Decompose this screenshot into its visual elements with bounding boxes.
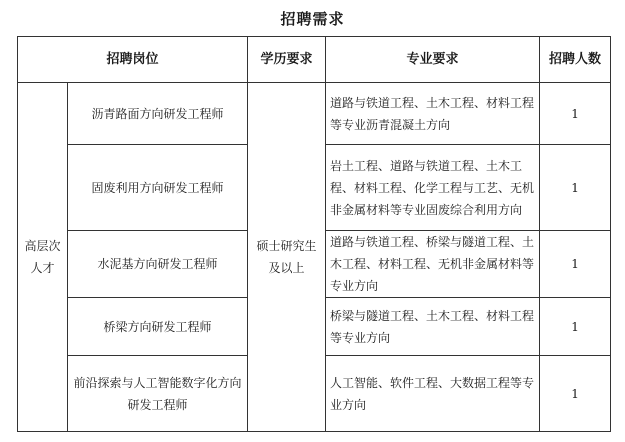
- position-cell: 前沿探索与人工智能数字化方向研发工程师: [68, 356, 248, 432]
- major-cell: 道路与铁道工程、土木工程、材料工程等专业沥青混凝土方向: [326, 83, 540, 145]
- category-cell: 高层次人才: [18, 83, 68, 432]
- major-cell: 桥梁与隧道工程、土木工程、材料工程等专业方向: [326, 298, 540, 356]
- count-cell: 1: [540, 356, 611, 432]
- major-cell: 岩土工程、道路与铁道工程、土木工程、材料工程、化学工程与工艺、无机非金属材料等专业固废综合利用方向: [326, 145, 540, 231]
- header-education: 学历要求: [248, 37, 326, 83]
- education-cell: 硕士研究生及以上: [248, 83, 326, 432]
- recruitment-table: [17, 36, 611, 432]
- position-cell: 水泥基方向研发工程师: [68, 231, 248, 298]
- count-cell: 1: [540, 145, 611, 231]
- table-row: [18, 83, 611, 145]
- header-position: 招聘岗位: [18, 37, 248, 83]
- position-cell: 固废利用方向研发工程师: [68, 145, 248, 231]
- count-cell: 1: [540, 298, 611, 356]
- page-title: 招聘需求: [280, 10, 345, 28]
- major-cell: 道路与铁道工程、桥梁与隧道工程、土木工程、材料工程、无机非金属材料等专业方向: [326, 231, 540, 298]
- table-header-row: [18, 37, 611, 83]
- header-count: 招聘人数: [540, 37, 611, 83]
- count-cell: 1: [540, 231, 611, 298]
- position-cell: 桥梁方向研发工程师: [68, 298, 248, 356]
- major-cell: 人工智能、软件工程、大数据工程等专业方向: [326, 356, 540, 432]
- header-major: 专业要求: [326, 37, 540, 83]
- position-cell: 沥青路面方向研发工程师: [68, 83, 248, 145]
- count-cell: 1: [540, 83, 611, 145]
